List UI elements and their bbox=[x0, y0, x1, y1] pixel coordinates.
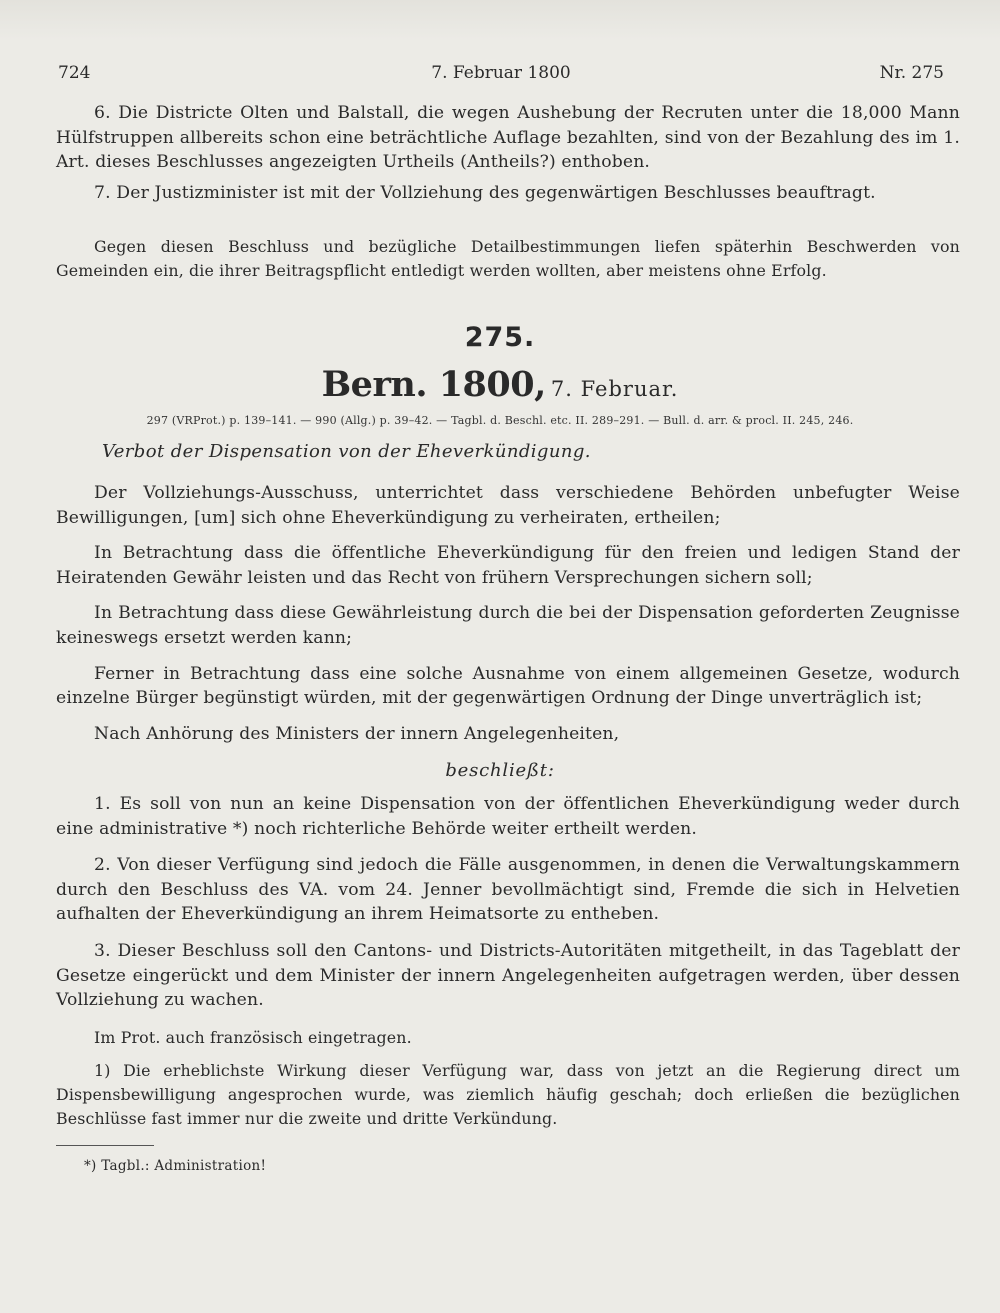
footnote-rule bbox=[56, 1145, 154, 1146]
article-2: 2. Von dieser Verfügung sind jedoch die Fälle ausgenommen, in denen die Verwaltungskammern durch den Beschluss des VA. vom 24. Jenner bevollmächtigt sind, Fremde die sich in Helvetien aufhalten der Eheverkündigung an ihrem Heimatsorte zu entheben. bbox=[56, 855, 960, 925]
preamble-paragraph: In Betrachtung dass diese Gewährleistung durch die bei der Dispensation geforderten Zeugnisse keineswegs ersetzt werden kann; bbox=[56, 603, 960, 648]
preamble-paragraph: Nach Anhörung des Ministers der innern Angelegenheiten, bbox=[94, 723, 620, 744]
article-3: 3. Dieser Beschluss soll den Cantons- und Districts-Autoritäten mitgetheilt, in das Tageblatt der Gesetze eingerückt und dem Minister der innern Angelegenheiten aufgetragen werden, über dessen Vollziehung zu wachen. bbox=[56, 940, 960, 1011]
page-number: 724 bbox=[58, 63, 91, 83]
preceding-item-7: 7. Der Justizminister ist mit der Vollziehung des gegenwärtigen Beschlusses beauftragt. bbox=[94, 182, 876, 203]
preceding-note-text: Gegen diesen Beschluss und bezügliche Detailbestimmungen liefen späterhin Beschwerden von Gemeinden ein, die ihrer Beitragspflicht entledigt werden wollten, aber meistens ohne Erfolg. bbox=[56, 237, 960, 280]
entry-date: 7. Februar. bbox=[550, 377, 679, 401]
header-date: 7. Februar 1800 bbox=[431, 63, 571, 83]
running-header bbox=[58, 63, 944, 87]
preamble-paragraph: In Betrachtung dass die öffentliche Eheverkündigung für den freien und ledigen Stand der Heiratenden Gewähr leisten und das Recht von frühern Versprechungen sichern soll; bbox=[56, 543, 960, 588]
note-french-protocol: Im Prot. auch französisch eingetragen. bbox=[94, 1028, 412, 1047]
entry-heading bbox=[0, 364, 1000, 405]
archival-references: 297 (VRProt.) p. 139–141. — 990 (Allg.) p. 39–42. — Tagbl. d. Beschl. etc. II. 289–291. — Bull. d. arr. & procl. II. 245, 246. bbox=[146, 414, 854, 427]
footnote: *) Tagbl.: Administration! bbox=[84, 1158, 267, 1174]
entry-subtitle: Verbot der Dispensation von der Eheverkündigung. bbox=[102, 441, 591, 462]
article-1: 1. Es soll von nun an keine Dispensation von der öffentlichen Eheverkündigung weder durch eine administrative *) noch richterliche Behörde weiter ertheilt werden. bbox=[56, 794, 960, 839]
preceding-note bbox=[56, 235, 960, 283]
articles bbox=[56, 792, 960, 1013]
previous-page-bleed bbox=[0, 0, 1000, 40]
preceding-items bbox=[56, 101, 960, 205]
entry-number: 275. bbox=[464, 322, 536, 353]
resolution-keyword: beschließt: bbox=[445, 760, 555, 781]
preamble-paragraph: Ferner in Betrachtung dass eine solche Ausnahme von einem allgemeinen Gesetze, wodurch einzelne Bürger begünstigt würden, mit der gegenwärtigen Ordnung der Dinge unverträglich ist; bbox=[56, 663, 960, 709]
editorial-notes bbox=[56, 1026, 960, 1131]
preceding-item-6: 6. Die Districte Olten und Balstall, die wegen Aushebung der Recruten unter die 18,000 Mann Hülfstruppen allbereits schon eine beträchtliche Auflage bezahlten, sind von der Bezahlung des im 1. Art. dieses Beschlusses angezeigten Urtheils (Antheils?) enthoben. bbox=[56, 103, 960, 173]
entry-place: Bern. 1800, bbox=[321, 364, 546, 405]
note-1: 1) Die erheblichste Wirkung dieser Verfügung war, dass von jetzt an die Regierung direct um Dispensbewilligung angesprochen wurde, was ziemlich häufig geschah; doch erließen die bezüglichen Beschlüsse fast immer nur die zweite und dritte Verkündung. bbox=[56, 1061, 960, 1128]
preamble-paragraph: Der Vollziehungs-Ausschuss, unterrichtet dass verschiedene Behörden unbefugter Weise Bewilligungen, [um] sich ohne Eheverkündigung zu verheiraten, ertheilen; bbox=[56, 483, 960, 528]
preamble bbox=[56, 481, 960, 746]
header-entry-number: Nr. 275 bbox=[879, 63, 944, 83]
